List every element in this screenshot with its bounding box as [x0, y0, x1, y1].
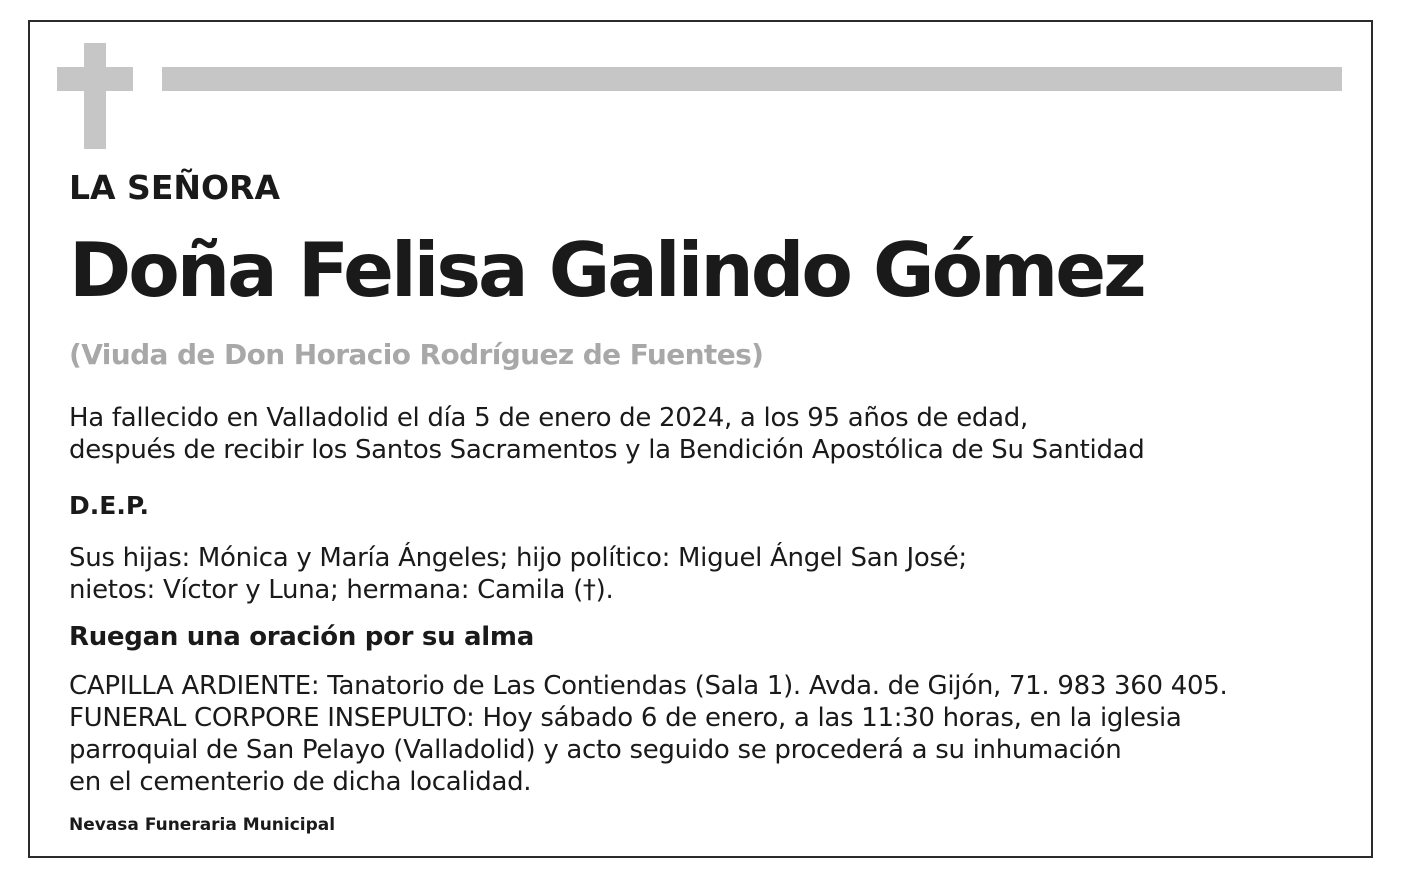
service-line: FUNERAL CORPORE INSEPULTO: Hoy sábado 6 de enero, a las 11:30 horas, en la iglesia	[69, 703, 1182, 733]
honorific: LA SEÑORA	[69, 168, 280, 207]
service-line: parroquial de San Pelayo (Valladolid) y acto seguido se procederá a su inhumación	[69, 735, 1122, 765]
death-line: después de recibir los Santos Sacramentos y la Bendición Apostólica de Su Santidad	[69, 435, 1145, 465]
deceased-name: Doña Felisa Galindo Gómez	[69, 226, 1144, 314]
funeral-home: Nevasa Funeraria Municipal	[69, 815, 336, 835]
widow-of: (Viuda de Don Horacio Rodríguez de Fuentes)	[69, 338, 764, 371]
family-line: Sus hijas: Mónica y María Ángeles; hijo político: Miguel Ángel San José;	[69, 543, 967, 573]
prayer-request: Ruegan una oración por su alma	[69, 622, 534, 652]
family-list	[69, 542, 967, 606]
family-line: nietos: Víctor y Luna; hermana: Camila (†).	[69, 575, 614, 605]
dep-label: D.E.P.	[69, 491, 150, 520]
cross-vertical-bar	[84, 43, 106, 149]
death-line: Ha fallecido en Valladolid el día 5 de enero de 2024, a los 95 años de edad,	[69, 403, 1028, 433]
service-line: CAPILLA ARDIENTE: Tanatorio de Las Contiendas (Sala 1). Avda. de Gijón, 71. 983 360 405.	[69, 671, 1228, 701]
header-rule	[162, 67, 1342, 91]
cross-horizontal-bar	[57, 67, 133, 91]
death-announcement	[69, 402, 1145, 466]
service-details	[69, 670, 1227, 798]
service-line: en el cementerio de dicha localidad.	[69, 767, 532, 797]
